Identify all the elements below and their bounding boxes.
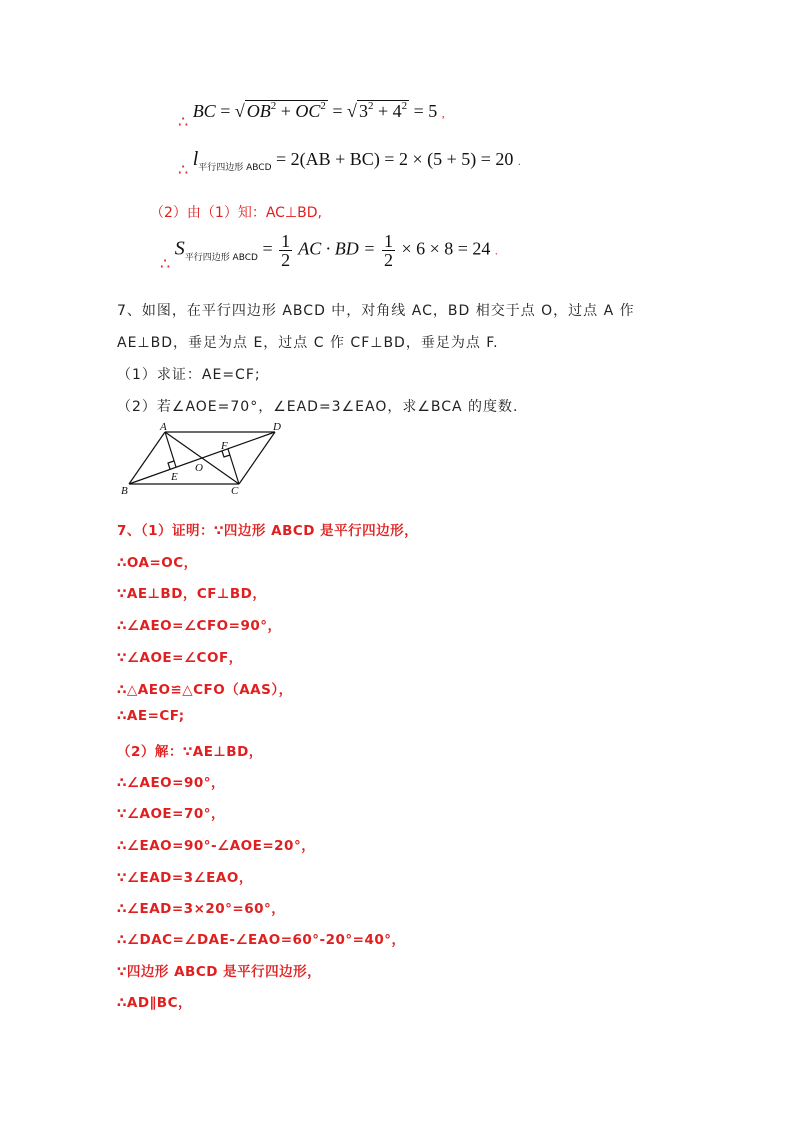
answer-line: ∴AD∥BC， [117,995,192,1011]
answer-line: ∵∠AOE=∠COF， [117,650,243,666]
answer-line: ∴∠DAC=∠DAE-∠EAO=60°-20°=40°， [117,932,406,948]
therefore-symbol: ∴ [160,255,171,273]
segment-cf [228,449,239,484]
answer-line: 7、（1）证明：∵四边形 ABCD 是平行四边形， [117,523,419,539]
answer-line: ∵四边形 ABCD 是平行四边形， [117,964,322,980]
answer-line: ∴△AEO≌△CFO（AAS）， [117,682,293,698]
question-7-part2: （2）若∠AOE=70°，∠EAD=3∠EAO，求∠BCA 的度数. [117,399,519,415]
answer-line: ∵∠EAD=3∠EAO， [117,870,253,886]
question-7-part1: （1）求证：AE=CF; [117,367,261,383]
answer-line: ∴∠EAO=90°-∠AOE=20°， [117,838,316,854]
answer-line: ∵∠AOE=70°， [117,806,225,822]
answer-line: ∴∠AEO=∠CFO=90°， [117,618,282,634]
bc-lhs: BC [192,101,216,121]
parallelogram-figure [115,420,295,500]
label-a: A [160,421,167,433]
answer-line: ∴∠AEO=90°， [117,775,225,791]
bc-formula: ∴ BC = √ $OB^2 + OC^2$ = √ $3^2 + 4^2 = 5$ , [178,100,445,131]
label-b: B [121,485,128,497]
side-ab [129,432,165,484]
perimeter-formula: ∴ $l_{平行四边形 ABCD} = 2(AB + BC) = 2 \times (5 + 5) = 20$ . [178,148,521,179]
therefore-symbol: ∴ [178,162,189,179]
therefore-symbol: ∴ [178,114,189,131]
answer-line: ∴OA=OC， [117,555,198,571]
label-o: O [195,462,203,474]
part2-intro: （2）由（1）知：AC⊥BD, [150,205,322,221]
label-f: F [221,440,228,452]
bc-result: 5 [428,101,438,121]
area-formula: ∴ $S_{平行四边形 ABCD}$ = $\frac{1}{2}$ AC · BD = $\frac{1}{2}$ × 6 × 8 = 24 . [160,231,498,273]
perimeter-rhs: = 2(AB + BC) = 2 × (5 + 5) = 20 [276,149,514,169]
label-d: D [273,421,281,433]
answer-line: ∴∠EAD=3×20°=60°， [117,901,286,917]
answer-line: ∴AE=CF; [117,708,185,724]
label-e: E [171,471,178,483]
question-7-line2: AE⊥BD，垂足为点 E，过点 C 作 CF⊥BD，垂足为点 F. [117,335,499,351]
question-7-line1: 7、如图，在平行四边形 ABCD 中，对角线 AC，BD 相交于点 O，过点 A 作 [117,303,635,319]
answer-line: ∵AE⊥BD，CF⊥BD， [117,586,267,602]
diagonal-bd [129,432,275,484]
answer-line: （2）解：∵AE⊥BD， [117,744,263,760]
side-cd [239,432,275,484]
label-c: C [231,485,239,497]
